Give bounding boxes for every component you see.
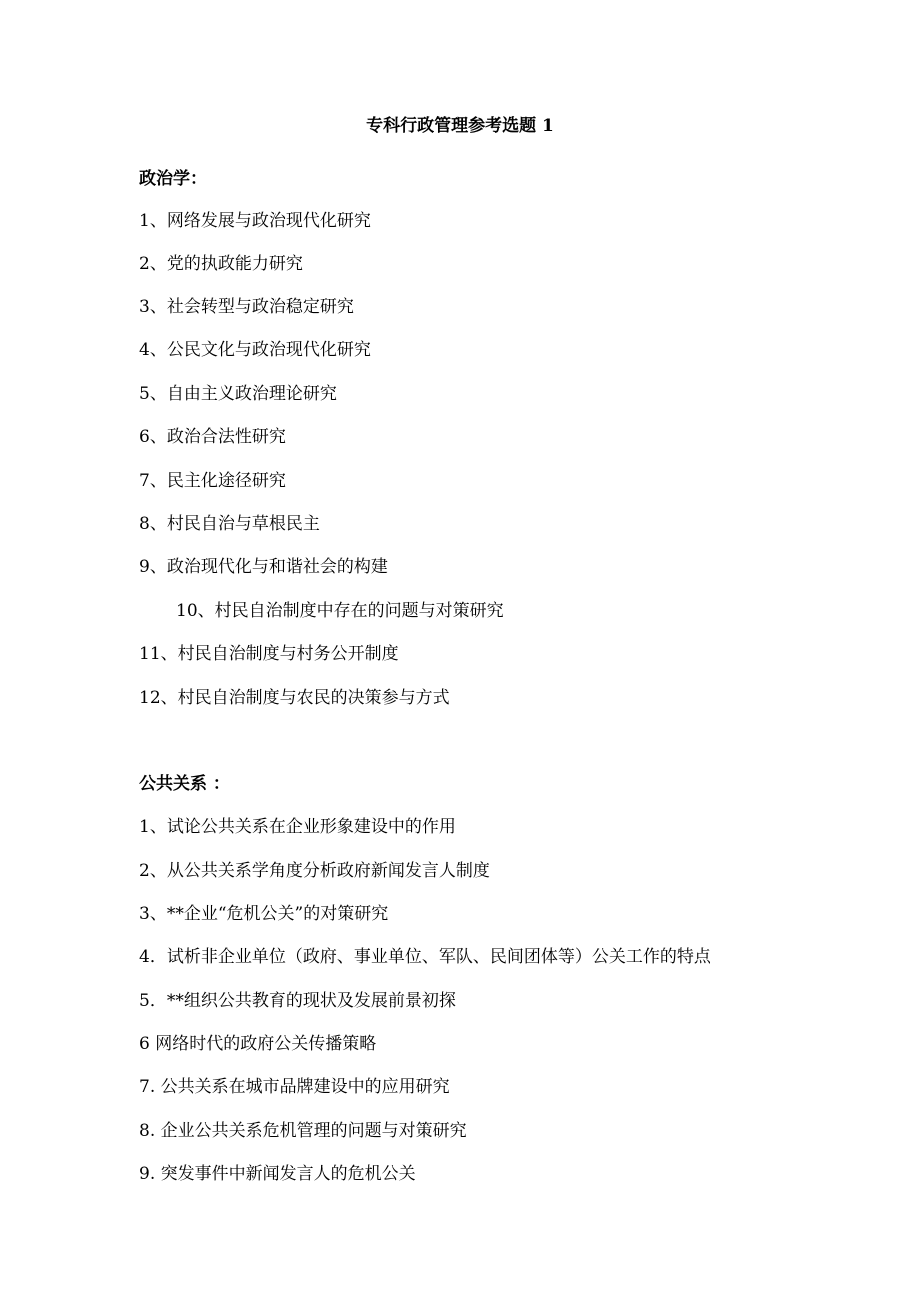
pr-topic-4: 4．试析非企业单位（政府、事业单位、军队、民间团体等）公关工作的特点 (139, 947, 711, 967)
politics-topic-6: 6、政治合法性研究 (139, 427, 286, 447)
politics-topic-2: 2、党的执政能力研究 (139, 254, 303, 274)
politics-topic-10: 10、村民自治制度中存在的问题与对策研究 (176, 601, 504, 621)
politics-topic-9: 9、政治现代化与和谐社会的构建 (139, 557, 388, 577)
pr-topic-9: 9. 突发事件中新闻发言人的危机公关 (139, 1164, 416, 1184)
section-heading-politics: 政治学： (139, 169, 207, 189)
politics-topic-11: 11、村民自治制度与村务公开制度 (139, 644, 399, 664)
politics-topic-4: 4、公民文化与政治现代化研究 (139, 340, 371, 360)
section-heading-public-relations: 公共关系 ： (139, 774, 230, 794)
politics-topic-12: 12、村民自治制度与农民的决策参与方式 (139, 688, 450, 708)
pr-topic-1: 1、试论公共关系在企业形象建设中的作用 (139, 817, 456, 837)
document-title: 专科行政管理参考选题 1 (366, 116, 554, 136)
pr-topic-2: 2、从公共关系学角度分析政府新闻发言人制度 (139, 861, 490, 881)
politics-topic-3: 3、社会转型与政治稳定研究 (139, 297, 354, 317)
politics-topic-5: 5、自由主义政治理论研究 (139, 384, 337, 404)
pr-topic-5: 5．**组织公共教育的现状及发展前景初探 (139, 991, 456, 1011)
politics-topic-1: 1、网络发展与政治现代化研究 (139, 211, 371, 231)
pr-topic-7: 7. 公共关系在城市品牌建设中的应用研究 (139, 1077, 450, 1097)
pr-topic-6: 6 网络时代的政府公关传播策略 (139, 1034, 377, 1054)
politics-topic-7: 7、民主化途径研究 (139, 471, 286, 491)
pr-topic-3: 3、**企业“危机公关”的对策研究 (139, 904, 389, 924)
pr-topic-8: 8. 企业公共关系危机管理的问题与对策研究 (139, 1121, 467, 1141)
politics-topic-8: 8、村民自治与草根民主 (139, 514, 320, 534)
